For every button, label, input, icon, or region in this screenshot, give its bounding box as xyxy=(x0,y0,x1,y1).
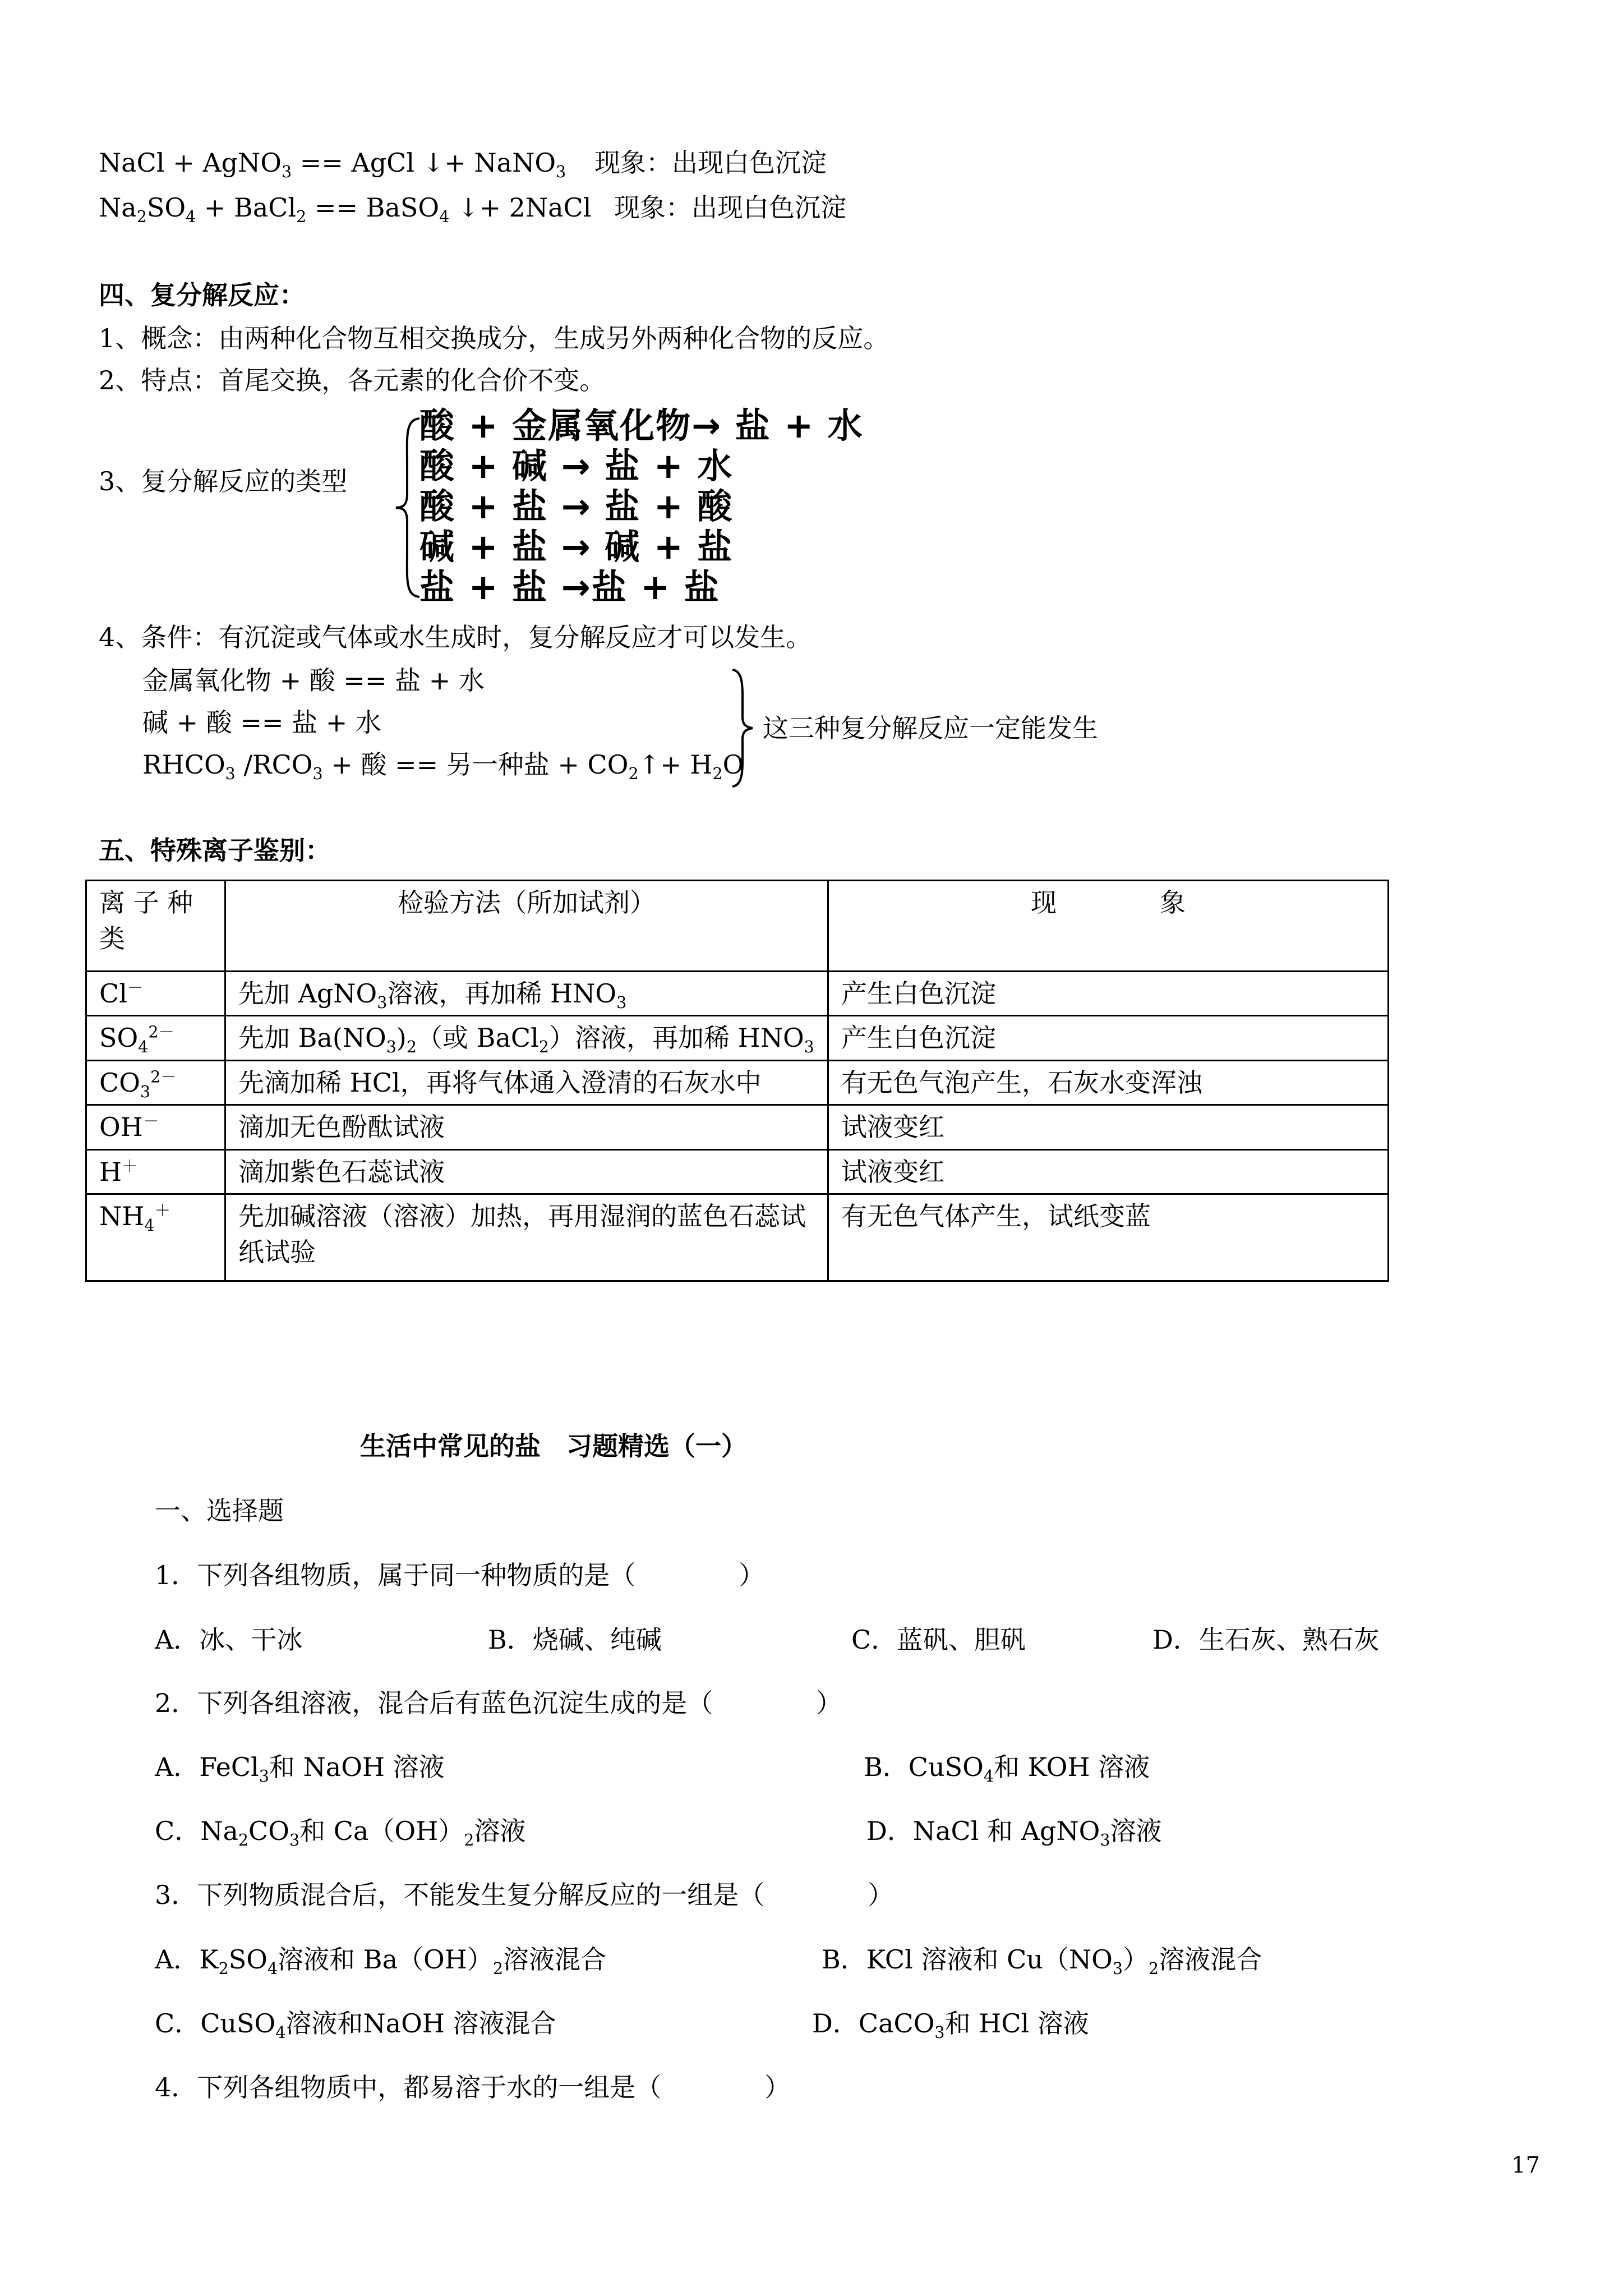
phenomenon-cell: 有无色气体产生，试纸变蓝 xyxy=(828,1194,1389,1281)
eq2-text-a: Na xyxy=(99,192,137,223)
q2a-text-b: 和 NaOH 溶液 xyxy=(269,1752,445,1782)
table-row xyxy=(86,1105,1389,1149)
eq2-sub-d: 4 xyxy=(439,208,450,227)
eq2-text-c: + BaCl xyxy=(196,192,297,223)
q2d-text: D．NaCl 和 AgNO xyxy=(866,1816,1100,1846)
reaction-type-4: 碱 + 盐 → 碱 + 盐 xyxy=(419,526,734,567)
section5-title: 五、特殊离子鉴别： xyxy=(99,835,331,866)
q2c-sub3: 2 xyxy=(464,1831,474,1850)
reaction-type-3: 酸 + 盐 → 盐 + 酸 xyxy=(419,486,734,527)
section4-concept: 1、概念：由两种化合物互相交换成分，生成另外两种化合物的反应。 xyxy=(99,323,889,353)
ion-symbol: SO xyxy=(99,1023,139,1053)
ion-sub: 4 xyxy=(144,1216,155,1235)
ion-cell xyxy=(86,1105,225,1149)
q3c-sub: 4 xyxy=(275,2023,286,2042)
method-sub: 3 xyxy=(386,1038,396,1057)
q3c-text-b: 溶液和NaOH 溶液混合 xyxy=(285,2008,556,2039)
q3b-sub2: 2 xyxy=(1149,1959,1159,1978)
eq2-text-e: ↓+ 2NaCl xyxy=(449,192,592,223)
method-cell: 先加碱溶液（溶液）加热，再用湿润的蓝色石蕊试纸试验 xyxy=(225,1194,828,1281)
method-sub: 3 xyxy=(377,993,388,1013)
q2c-text-d: 溶液 xyxy=(474,1816,526,1846)
q2c-sub2: 3 xyxy=(289,1831,300,1850)
q2-option-b xyxy=(864,1751,1150,1784)
q1-option-b: B．烧碱、纯碱 xyxy=(488,1625,662,1655)
ion-cell xyxy=(86,1194,225,1281)
method-sub: 3 xyxy=(616,993,627,1013)
conditions-brace xyxy=(729,666,757,790)
q1-option-a: A．冰、干冰 xyxy=(155,1625,303,1655)
q2c-text: C．Na xyxy=(155,1816,238,1846)
q2-option-a xyxy=(155,1751,445,1784)
q3-option-c xyxy=(155,2008,556,2040)
table-row xyxy=(86,1060,1389,1105)
q3b-sub: 3 xyxy=(1112,1959,1123,1978)
ion-identification-table xyxy=(85,880,1389,1282)
eq2-text-d: == BaSO xyxy=(306,192,440,223)
condition-line-1: 金属氧化物 + 酸 == 盐 + 水 xyxy=(142,665,485,696)
q3d-sub: 3 xyxy=(934,2023,945,2042)
cond3-d-sub: 2 xyxy=(712,765,723,784)
table-row xyxy=(86,1194,1389,1281)
ion-sub: 3 xyxy=(140,1082,151,1101)
phenomenon-cell: 试液变红 xyxy=(828,1149,1389,1194)
method-text: 溶液，再加稀 HNO xyxy=(387,978,617,1009)
q3a-sub3: 2 xyxy=(492,1959,503,1978)
section4-condition: 4、条件：有沉淀或气体或水生成时，复分解反应才可以发生。 xyxy=(99,622,812,652)
q2c-sub: 2 xyxy=(238,1831,249,1850)
q3a-sub: 2 xyxy=(218,1959,229,1978)
method-cell xyxy=(225,1016,828,1060)
cond3-a-sub: 3 xyxy=(225,765,236,784)
q3a-text-b: SO xyxy=(228,1944,268,1975)
method-sub: 3 xyxy=(804,1038,814,1057)
reaction-type-2: 酸 + 碱 → 盐 + 水 xyxy=(419,445,734,486)
q3-option-d xyxy=(812,2008,1089,2040)
method-text: （或 BaCl xyxy=(417,1023,539,1053)
ion-charge: － xyxy=(127,978,144,997)
reaction-type-5: 盐 + 盐 →盐 + 盐 xyxy=(419,567,720,608)
phenomenon-cell: 试液变红 xyxy=(828,1105,1389,1149)
ion-symbol: CO xyxy=(99,1067,140,1098)
ion-sub: 4 xyxy=(138,1038,149,1057)
eq1-sub-a: 3 xyxy=(282,163,292,182)
ion-charge: 2－ xyxy=(148,1023,175,1042)
section4-feature: 2、特点：首尾交换，各元素的化合价不变。 xyxy=(99,365,606,395)
eq1-sub-b: 3 xyxy=(556,163,566,182)
cond3-e: O xyxy=(722,749,744,780)
ion-symbol: H xyxy=(99,1156,122,1187)
cond3-d: ↑+ H xyxy=(638,749,713,780)
q3d-text: D．CaCO xyxy=(812,2008,935,2039)
q3b-text-c: 溶液混合 xyxy=(1159,1944,1262,1975)
method-sub: 2 xyxy=(538,1038,549,1057)
ion-cell xyxy=(86,972,225,1016)
cond3-c-sub: 2 xyxy=(628,765,639,784)
q3b-text-b: ） xyxy=(1123,1944,1149,1975)
condition-line-3 xyxy=(142,749,744,784)
method-sub: 2 xyxy=(406,1038,417,1057)
q3a-sub2: 4 xyxy=(267,1959,278,1978)
q2b-text: B．CuSO xyxy=(864,1752,984,1782)
page-number: 17 xyxy=(1511,2152,1540,2178)
method-cell: 滴加无色酚酞试液 xyxy=(225,1105,828,1149)
table-header-row xyxy=(86,881,1389,972)
cond3-c: + 酸 == 另一种盐 + CO xyxy=(322,749,629,780)
ion-cell xyxy=(86,1016,225,1060)
cond3-b-sub: 3 xyxy=(312,765,323,784)
eq1-text-b: == AgCl ↓+ NaNO xyxy=(292,148,556,178)
table-row xyxy=(86,972,1389,1016)
q3-stem: 3．下列物质混合后，不能发生复分解反应的一组是（ ） xyxy=(155,1880,894,1910)
condition-line-2: 碱 + 酸 == 盐 + 水 xyxy=(142,707,381,738)
q2d-sub: 3 xyxy=(1100,1831,1110,1850)
ion-charge: ＋ xyxy=(154,1201,171,1220)
header-ion: 离 子 种 类 xyxy=(86,881,225,972)
ion-symbol: OH xyxy=(99,1112,143,1143)
equation-1 xyxy=(99,147,566,180)
phenomenon-cell: 产生白色沉淀 xyxy=(828,1016,1389,1060)
q3b-text: B．KCl 溶液和 Cu（NO xyxy=(822,1944,1113,1975)
ion-symbol: Cl xyxy=(99,978,127,1009)
q3c-text: C．CuSO xyxy=(155,2008,276,2039)
q2b-sub: 4 xyxy=(983,1767,994,1786)
eq2-sub-a: 2 xyxy=(136,208,147,227)
ion-charge: 2－ xyxy=(150,1068,177,1087)
table-row xyxy=(86,1016,1389,1060)
table-row xyxy=(86,1149,1389,1194)
q2a-text: A．FeCl xyxy=(155,1752,259,1782)
q2a-sub: 3 xyxy=(259,1767,269,1786)
method-text: ) xyxy=(396,1023,407,1053)
ion-symbol: NH xyxy=(99,1200,145,1231)
q2d-text-b: 溶液 xyxy=(1110,1816,1162,1846)
q2-option-c xyxy=(155,1815,525,1848)
eq2-sub-c: 2 xyxy=(296,208,307,227)
equation-2 xyxy=(99,192,592,227)
cond3-a: RHCO xyxy=(142,749,225,780)
q3a-text-d: 溶液混合 xyxy=(502,1944,606,1975)
ion-cell xyxy=(86,1149,225,1194)
eq2-sub-b: 4 xyxy=(186,208,196,227)
phenomenon-cell: 产生白色沉淀 xyxy=(828,972,1389,1016)
cond3-b: /RCO xyxy=(235,749,313,780)
eq2-text-b: SO xyxy=(146,192,186,223)
header-method: 检验方法（所加试剂） xyxy=(225,881,828,972)
reaction-type-1: 酸 + 金属氧化物→ 盐 + 水 xyxy=(419,405,864,446)
method-cell xyxy=(225,972,828,1016)
equation-2-phenomenon: 现象：出现白色沉淀 xyxy=(614,192,846,223)
q2-stem: 2．下列各组溶液，混合后有蓝色沉淀生成的是（ ） xyxy=(155,1688,842,1718)
method-cell: 滴加紫色石蕊试液 xyxy=(225,1149,828,1194)
q2-option-d xyxy=(866,1815,1162,1848)
condition-note: 这三种复分解反应一定能发生 xyxy=(763,713,1098,743)
eq1-text-a: NaCl + AgNO xyxy=(99,148,282,178)
q3d-text-b: 和 HCl 溶液 xyxy=(944,2008,1089,2039)
method-text: 先加 Ba(NO xyxy=(238,1023,386,1053)
q2b-text-b: 和 KOH 溶液 xyxy=(994,1752,1150,1782)
ion-charge: ＋ xyxy=(122,1157,138,1176)
section4-title: 四、复分解反应： xyxy=(99,280,305,310)
q1-option-d: D．生石灰、熟石灰 xyxy=(1152,1625,1380,1655)
ion-charge: － xyxy=(142,1112,159,1131)
method-text: ）溶液，再加稀 HNO xyxy=(548,1023,804,1053)
phenomenon-cell: 有无色气泡产生，石灰水变浑浊 xyxy=(828,1060,1389,1105)
q1-option-c: C．蓝矾、胆矾 xyxy=(851,1625,1026,1655)
q2c-text-b: CO xyxy=(248,1816,289,1846)
q3a-text: A．K xyxy=(155,1944,219,1975)
header-phenomenon: 现 象 xyxy=(828,881,1389,972)
equation-1-phenomenon: 现象：出现白色沉淀 xyxy=(594,148,827,178)
exercises-part1: 一、选择题 xyxy=(155,1496,284,1526)
q4-stem: 4．下列各组物质中，都易溶于水的一组是（ ） xyxy=(155,2072,791,2102)
q3-option-a xyxy=(155,1944,606,1976)
ion-cell xyxy=(86,1060,225,1105)
q2c-text-c: 和 Ca（OH） xyxy=(299,1816,464,1846)
section4-types-label: 3、复分解反应的类型 xyxy=(99,466,348,496)
method-cell: 先滴加稀 HCl，再将气体通入澄清的石灰水中 xyxy=(225,1060,828,1105)
method-text: 先加 AgNO xyxy=(238,978,377,1009)
q3-option-b xyxy=(822,1944,1262,1976)
q1-stem: 1．下列各组物质，属于同一种物质的是（ ） xyxy=(155,1560,765,1590)
exercises-title: 生活中常见的盐 习题精选（一） xyxy=(360,1431,747,1461)
q3a-text-c: 溶液和 Ba（OH） xyxy=(278,1944,493,1975)
